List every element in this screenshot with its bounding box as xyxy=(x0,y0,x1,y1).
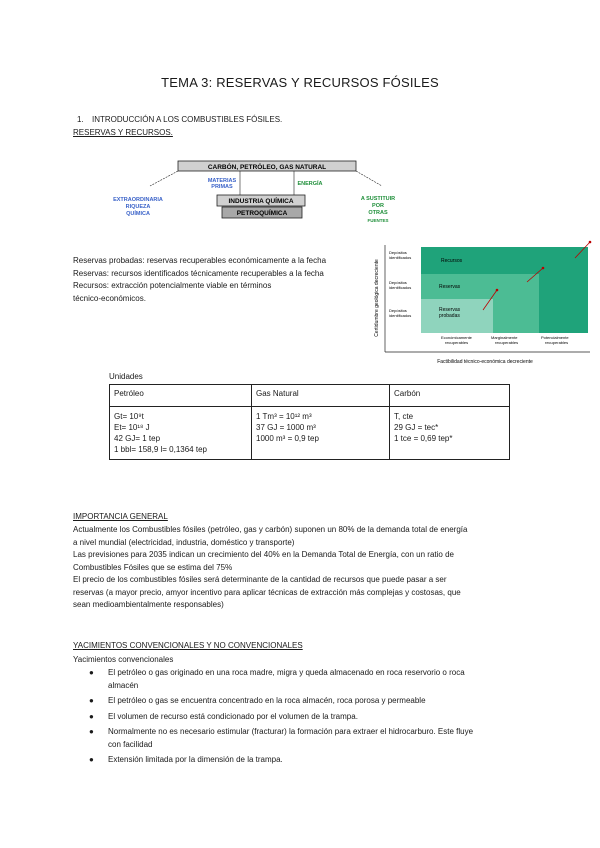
box-label-recursos: Recursos xyxy=(441,258,463,264)
right-side-3: OTRAS xyxy=(368,210,388,216)
paragraph-line: sean medioambientalmente responsables) xyxy=(73,600,224,609)
paragraph-line: El precio de los combustibles fósiles será determinante de la cantidad de recursos que puede pasar a ser xyxy=(73,575,447,584)
definitions xyxy=(73,255,363,305)
section-number: 1. xyxy=(77,115,84,124)
top-box-label: CARBÓN, PETRÓLEO, GAS NATURAL xyxy=(207,164,327,171)
section-heading: INTRODUCCIÓN A LOS COMBUSTIBLES FÓSILES. xyxy=(92,115,283,124)
table-header: Carbón xyxy=(390,385,510,407)
box-label-probadas-2: probadas xyxy=(439,313,460,319)
bottom-label-1a: Económicamente xyxy=(441,335,472,340)
combustibles-diagram xyxy=(110,158,420,228)
bottom-label-2b: recuperables xyxy=(495,340,519,345)
bottom-box-label: PETROQUÍMICA xyxy=(236,210,288,217)
cell-line: 1000 m³ = 0,9 tep xyxy=(256,434,319,443)
list-item: ● Extensión limitada por la dimensión de la trampa. xyxy=(108,754,538,767)
right-side-1: A SUSTITUIR xyxy=(360,196,396,202)
list-item: ● Normalmente no es necesario estimular (fracturar) la formación para extraer el hidrocarburo. Este fluye con facilidad xyxy=(89,727,474,749)
cell-line: T, cte xyxy=(394,412,414,421)
bullet-list xyxy=(89,667,538,767)
box-label-reservas: Reservas xyxy=(439,284,461,290)
cell-line: 37 GJ = 1000 m³ xyxy=(256,423,316,432)
bullet-icon: ● xyxy=(89,755,94,764)
left-side-3: QUÍMICA xyxy=(126,211,150,217)
list-item: ● El petróleo o gas se encuentra concentrado en la roca almacén, roca porosa y permeable xyxy=(108,695,538,708)
table-cell-gas xyxy=(252,407,390,460)
cell-line: 1 bbl= 158,9 l= 0,1364 tep xyxy=(114,445,207,454)
right-side-2: POR xyxy=(372,203,384,209)
subheading-reservas: RESERVAS Y RECURSOS. xyxy=(73,128,173,137)
cell-line: 1 tce = 0,69 tep* xyxy=(394,434,453,443)
definition-line: técnico-económicos. xyxy=(73,293,146,303)
paragraph-line: a nivel mundial (electricidad, industria, doméstico y transporte) xyxy=(73,537,295,547)
energia-label: ENERGÍA xyxy=(297,181,323,187)
table-header: Petróleo xyxy=(110,385,252,407)
right-side-4: FUENTES xyxy=(367,218,389,223)
page-title: TEMA 3: RESERVAS Y RECURSOS FÓSILES xyxy=(161,75,439,90)
box-label-probadas-1: Reservas xyxy=(439,307,461,313)
cell-line: Et= 10¹⁸ J xyxy=(114,423,150,432)
bottom-label-3b: recuperables xyxy=(545,340,569,345)
table-cell-carbon xyxy=(390,407,510,460)
importancia-text xyxy=(73,524,543,612)
bullet-icon: ● xyxy=(89,696,94,705)
bullet-icon: ● xyxy=(89,668,94,677)
paragraph-line: reservas (a mayor precio, amyor incentivo para aplicar técnicas de extracción más complejas y costosas, que xyxy=(73,587,461,597)
bullet-icon: ● xyxy=(89,711,94,721)
yacimientos-heading: YACIMIENTOS CONVENCIONALES Y NO CONVENCIONALES xyxy=(73,641,303,650)
left-label-3b: identificados xyxy=(389,313,412,318)
paragraph-line: Combustibles Fósiles que se estima del 75% xyxy=(73,562,233,572)
bottom-label-1b: recuperables xyxy=(445,340,469,345)
yacimientos-sub: Yacimientos convencionales xyxy=(73,655,174,664)
units-table xyxy=(109,384,510,460)
units-caption: Unidades xyxy=(109,372,143,381)
definition-line: Reservas: recursos identificados técnicamente recuperables a la fecha xyxy=(73,268,324,278)
importancia-heading: IMPORTANCIA GENERAL xyxy=(73,512,168,521)
bottom-label-2a: Marginalmente xyxy=(491,335,518,340)
cell-line: 42 GJ= 1 tep xyxy=(114,434,161,443)
left-label-2: Depósitos xyxy=(389,280,407,285)
list-item: ● El volumen de recurso está condicionado por el volumen de la trampa. xyxy=(108,711,538,724)
materias-label-1: MATERIAS xyxy=(207,178,237,184)
cell-line: 29 GJ = tec* xyxy=(394,423,439,432)
y-axis-label: Certidumbre geológica decreciente xyxy=(374,259,380,337)
left-label-1: Depósitos xyxy=(389,250,407,255)
left-label-1b: identificados xyxy=(389,255,412,260)
paragraph-line: Las previsiones para 2035 indican un crecimiento del 40% en la Demanda Total de Energía, con un ratio de xyxy=(73,550,454,559)
bullet-icon: ● xyxy=(89,727,94,736)
bottom-label-3a: Potencialmente xyxy=(541,335,569,340)
mid-box-label: INDUSTRIA QUÍMICA xyxy=(228,198,294,205)
left-label-3: Depósitos xyxy=(389,308,407,313)
left-label-2b: identificados xyxy=(389,285,412,290)
paragraph-line: Actualmente los Combustibles fósiles (petróleo, gas y carbón) suponen un 80% de la demanda total de energía xyxy=(73,525,468,534)
table-header: Gas Natural xyxy=(252,385,390,407)
table-cell-petroleo xyxy=(110,407,252,460)
materias-label-2: PRIMAS xyxy=(211,184,233,190)
x-axis-label: Factibilidad técnico-económica decreciente xyxy=(437,359,533,365)
definition-line: Reservas probadas: reservas recuperables económicamente a la fecha xyxy=(73,256,327,265)
left-side-1: EXTRAORDINARIA xyxy=(113,197,163,203)
cell-line: 1 Tm³ = 10¹² m³ xyxy=(256,412,312,421)
left-side-2: RIQUEZA xyxy=(125,204,151,210)
cell-line: Gt= 10⁹t xyxy=(114,412,144,421)
mckelvey-diagram xyxy=(365,240,595,370)
definition-line: Recursos: extracción potencialmente viable en términos xyxy=(73,281,272,290)
list-item: ● El petróleo o gas originado en una roca madre, migra y queda almacenado en roca reservorio o roca almacén xyxy=(89,668,465,690)
